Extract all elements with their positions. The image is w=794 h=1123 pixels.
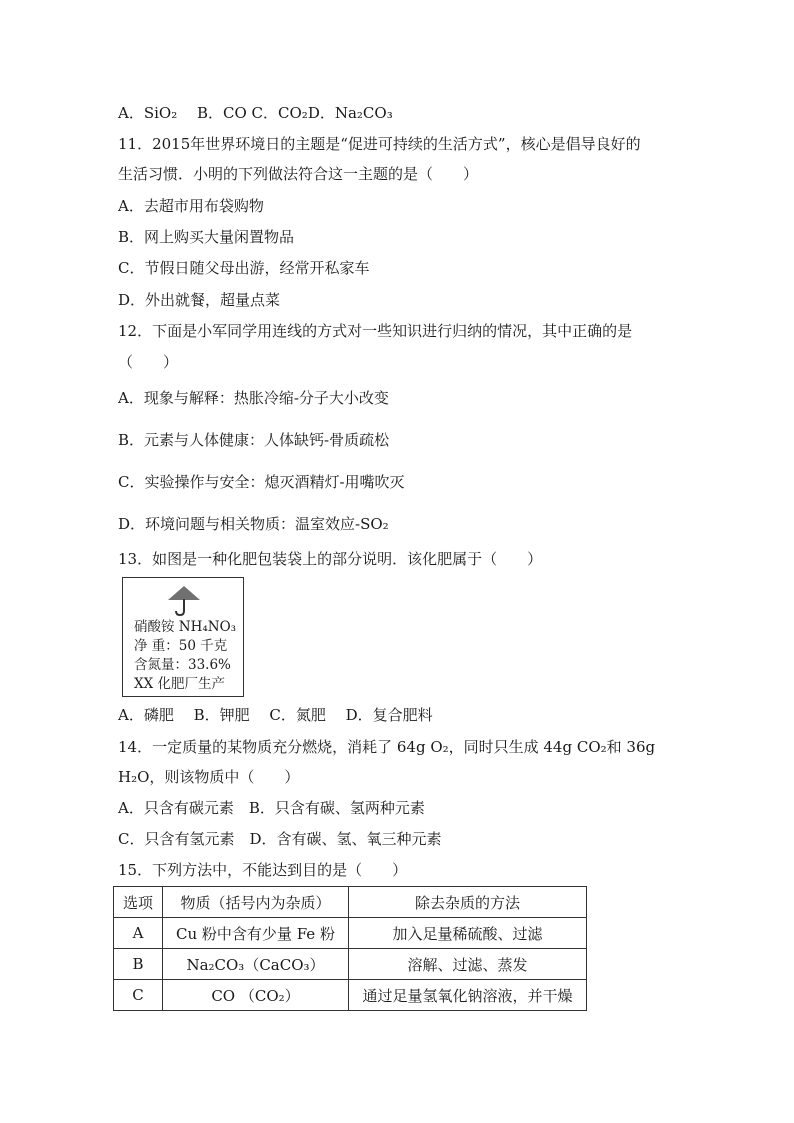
q14-stem-line2: H₂O，则该物质中（ ） (118, 768, 300, 786)
table-cell: A (114, 918, 163, 949)
table-row (114, 980, 587, 1011)
q12-option-a: A．现象与解释：热胀冷缩-分子大小改变 (118, 389, 389, 407)
q11-option-b: B．网上购买大量闲置物品 (118, 228, 295, 246)
table-header: 除去杂质的方法 (349, 887, 587, 918)
umbrella-icon (167, 584, 201, 618)
table-row (114, 918, 587, 949)
q15-table (113, 886, 587, 1011)
label-weight-line: 净 重：50 千克 (134, 638, 228, 654)
table-cell: Na₂CO₃（CaCO₃） (163, 949, 349, 980)
q14-options-ab: A．只含有碳元素 B．只含有碳、氢两种元素 (118, 799, 425, 817)
table-cell: B (114, 949, 163, 980)
table-cell: Cu 粉中含有少量 Fe 粉 (163, 918, 349, 949)
q14-options-cd: C．只含有氢元素 D．含有碳、氢、氧三种元素 (118, 830, 442, 848)
table-cell: C (114, 980, 163, 1011)
label-maker-line: XX 化肥厂生产 (134, 676, 226, 692)
q12-stem-line1: 12．下面是小军同学用连线的方式对一些知识进行归纳的情况，其中正确的是 (118, 322, 633, 340)
label-product-line: 硝酸铵 NH₄NO₃ (134, 619, 237, 635)
q11-option-d: D．外出就餐，超量点菜 (118, 291, 281, 309)
q12-option-d: D．环境问题与相关物质：温室效应-SO₂ (118, 515, 389, 533)
q12-stem-line2: （ ） (118, 353, 179, 371)
table-cell: 通过足量氢氧化钠溶液，并干燥 (349, 980, 587, 1011)
table-row (114, 949, 587, 980)
q11-stem-line2: 生活习惯．小明的下列做法符合这一主题的是（ ） (118, 165, 479, 183)
q11-option-c: C．节假日随父母出游，经常开私家车 (118, 259, 370, 277)
table-header-row (114, 887, 587, 918)
q13-options: A．磷肥 B．钾肥 C．氮肥 D．复合肥料 (118, 706, 433, 724)
q14-stem-line1: 14．一定质量的某物质充分燃烧，消耗了 64g O₂，同时只生成 44g CO₂和 36g (118, 738, 656, 756)
q11-option-a: A．去超市用布袋购物 (118, 197, 264, 215)
table-cell: 加入足量稀硫酸、过滤 (349, 918, 587, 949)
fertilizer-label (122, 577, 244, 697)
label-nitrogen-line: 含氮量：33.6% (134, 657, 231, 673)
q12-option-c: C．实验操作与安全：熄灭酒精灯-用嘴吹灭 (118, 473, 405, 491)
table-header: 物质（括号内为杂质） (163, 887, 349, 918)
q11-stem-line1: 11．2015年世界环境日的主题是“促进可持续的生活方式”，核心是倡导良好的 (118, 135, 641, 153)
table-cell: CO （CO₂） (163, 980, 349, 1011)
q10-options: A．SiO₂ B．CO C．CO₂D．Na₂CO₃ (118, 104, 393, 122)
table-header: 选项 (114, 887, 163, 918)
q13-stem: 13．如图是一种化肥包装袋上的部分说明．该化肥属于（ ） (118, 550, 543, 568)
table-cell: 溶解、过滤、蒸发 (349, 949, 587, 980)
q15-stem: 15．下列方法中，不能达到目的是（ ） (118, 861, 408, 879)
q12-option-b: B．元素与人体健康：人体缺钙-骨质疏松 (118, 431, 390, 449)
